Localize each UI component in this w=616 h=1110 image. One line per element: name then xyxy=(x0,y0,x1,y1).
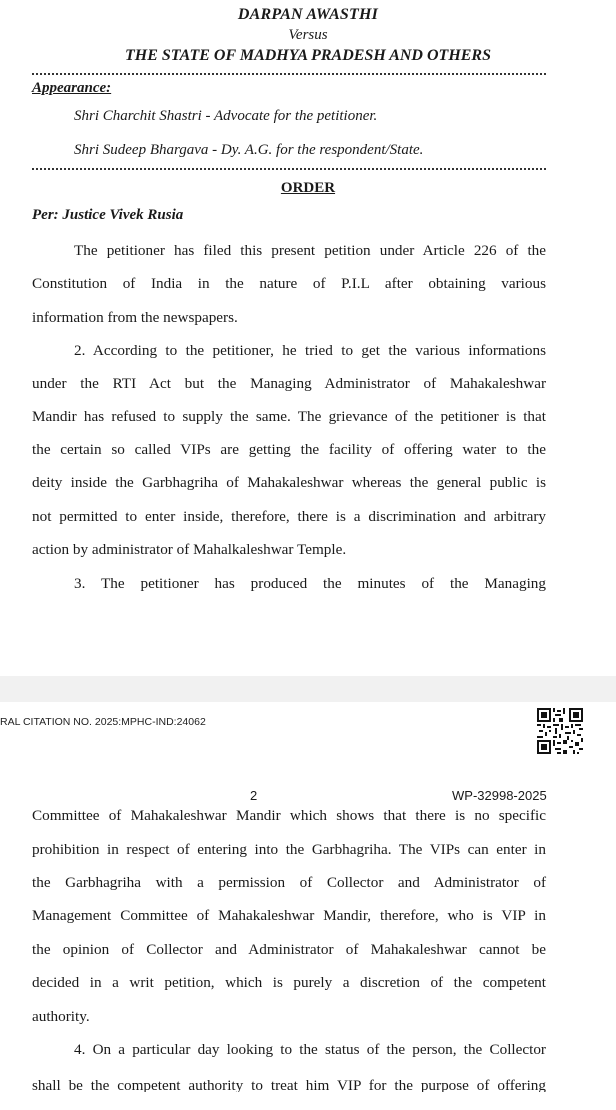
body-line: information from the newspapers. xyxy=(32,309,238,326)
body-line: Committee of Mahakaleshwar Mandir which shows that there is no specific xyxy=(32,807,546,824)
body-line: 2. According to the petitioner, he tried to get the various informations xyxy=(74,342,546,359)
body-line: action by administrator of Mahalkaleshwar Temple. xyxy=(32,541,347,558)
case-number: WP-32998-2025 xyxy=(452,788,547,803)
counsel-petitioner: Shri Charchit Shastri - Advocate for the petitioner. xyxy=(74,108,378,124)
body-line: under the RTI Act but the Managing Administrator of Mahakaleshwar xyxy=(32,375,546,392)
page-separator xyxy=(0,676,616,702)
cut-off-line xyxy=(32,1078,546,1092)
respondent-name: THE STATE OF MADHYA PRADESH AND OTHERS xyxy=(124,47,491,64)
body-line: Management Committee of Mahakaleshwar Mandir, therefore, who is VIP in xyxy=(32,907,546,924)
petitioner-name: DARPAN AWASTHI xyxy=(237,6,379,23)
body-line: Constitution of India in the nature of P.I.L after obtaining various xyxy=(32,275,546,292)
order-title: ORDER xyxy=(280,180,336,196)
counsel-respondent: Shri Sudeep Bhargava - Dy. A.G. for the respondent/State. xyxy=(74,142,424,158)
body-line: authority. xyxy=(32,1008,90,1025)
body-line: the Garbhagriha with a permission of Collector and Administrator of xyxy=(32,874,546,891)
body-line: deity inside the Garbhagriha of Mahakaleshwar whereas the general public is xyxy=(32,474,546,491)
dotted-divider xyxy=(32,73,546,75)
body-line: 4. On a particular day looking to the status of the person, the Collector xyxy=(74,1041,546,1058)
body-line: shall be the competent authority to treat him VIP for the purpose of offering xyxy=(32,1078,546,1092)
qr-code-icon xyxy=(537,708,583,754)
appearance-label: Appearance: xyxy=(32,80,112,96)
body-line: decided in a writ petition, which is purely a discretion of the competent xyxy=(32,974,546,991)
page-number: 2 xyxy=(250,788,258,803)
per-justice: Per: Justice Vivek Rusia xyxy=(32,207,184,223)
body-line: 3. The petitioner has produced the minutes of the Managing xyxy=(74,575,546,592)
neutral-citation: RAL CITATION NO. 2025:MPHC-IND:24062 xyxy=(0,716,206,728)
body-line: Mandir has refused to supply the same. The grievance of the petitioner is that xyxy=(32,408,546,425)
body-line: the opinion of Collector and Administrator of Mahakaleshwar cannot be xyxy=(32,941,546,958)
body-line: the certain so called VIPs are getting the facility of offering water to the xyxy=(32,441,546,458)
body-line: not permitted to enter inside, therefore, there is a discrimination and arbitrary xyxy=(32,508,546,525)
body-line: The petitioner has filed this present petition under Article 226 of the xyxy=(74,242,546,259)
versus-label: Versus xyxy=(288,27,328,43)
dotted-divider xyxy=(32,168,546,170)
body-line: prohibition in respect of entering into the Garbhagriha. The VIPs can enter in xyxy=(32,841,546,858)
